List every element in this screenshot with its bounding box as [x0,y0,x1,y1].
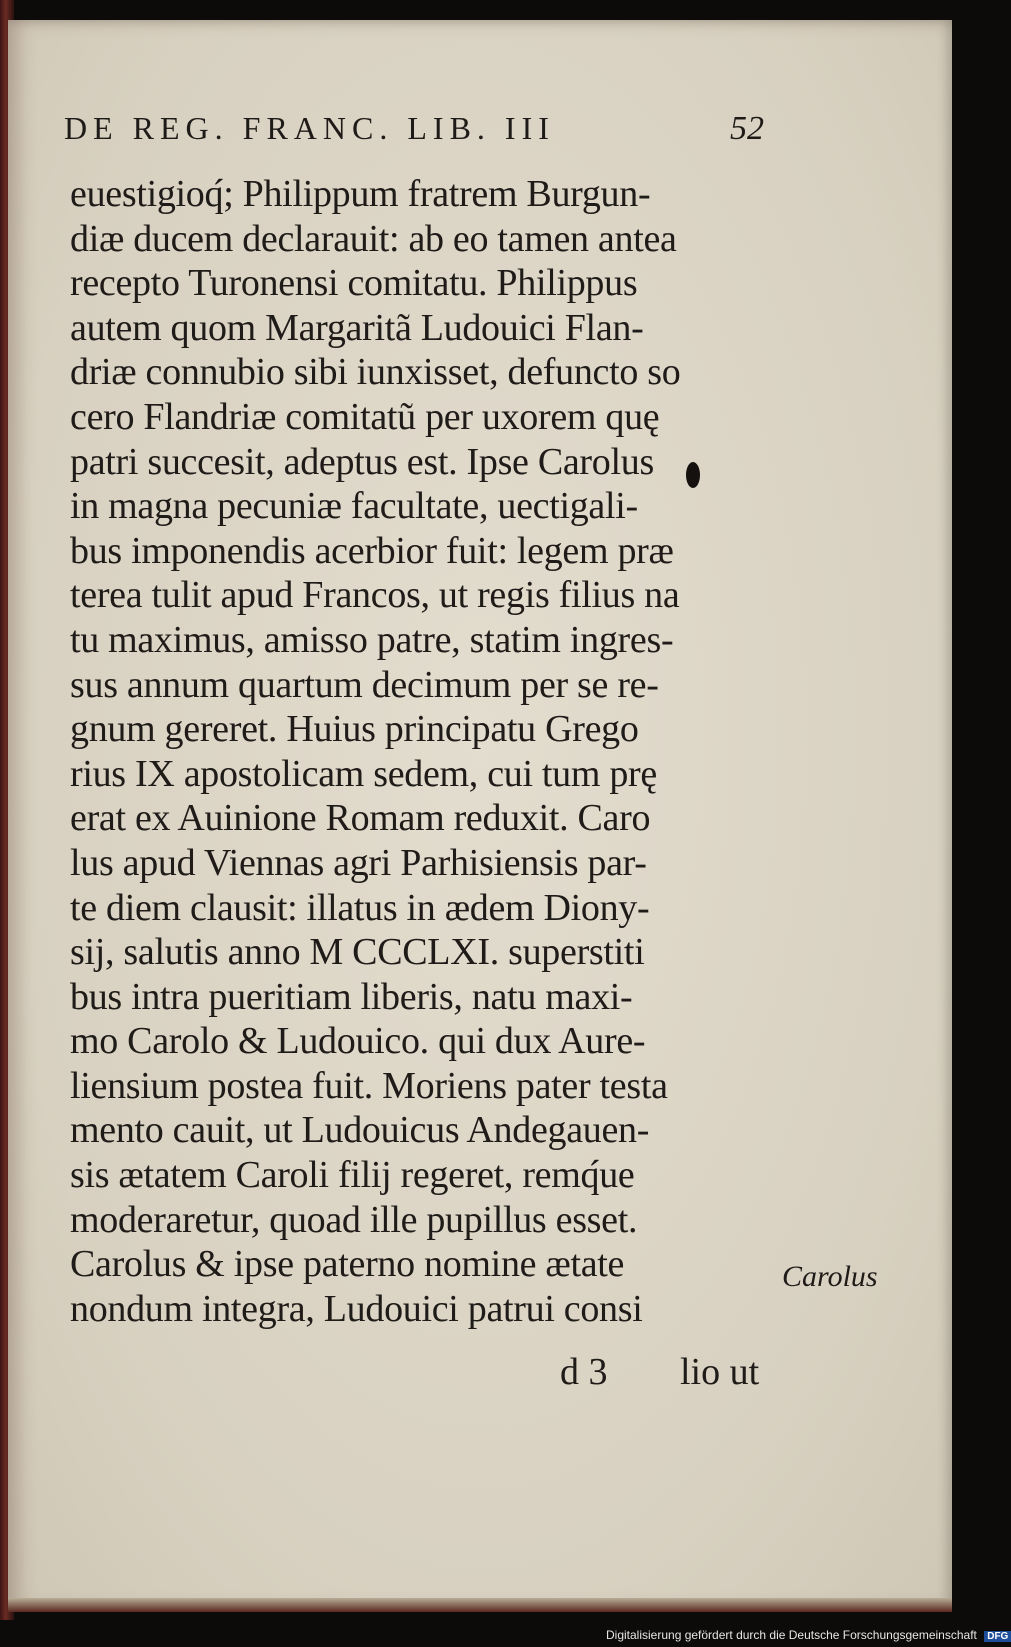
text-line: nondum integra, Ludouici patrui consi [70,1287,643,1330]
text-line: in magna pecuniæ facultate, uectigali- [70,485,638,528]
body-text [70,172,770,1331]
digitization-footer [606,1628,1011,1642]
text-line: terea tulit apud Francos, ut regis filius na [70,574,680,617]
text-line: Carolus & ipse paterno nomine ætate [70,1243,625,1286]
text-line: bus imponendis acerbior fuit: legem præ [70,529,674,572]
dfg-logo-icon: DFG [984,1631,1011,1642]
text-line: recepto Turonensi comitatu. Philippus [70,262,638,305]
text-line: moderaretur, quoad ille pupillus esset. [70,1198,638,1241]
footer-credit: Digitalisierung gefördert durch die Deutsche Forschungsgemeinschaft [606,1628,977,1642]
margin-note: Carolus [782,1260,878,1293]
text-line: mo Carolo & Ludouico. qui dux Aure- [70,1020,646,1063]
text-line: autem quom Margaritã Ludouici Flan- [70,306,644,349]
text-line: cero Flandriæ comitatũ per uxorem quę [70,395,660,438]
text-line: tu maximus, amisso patre, statim ingres- [70,618,674,661]
text-line: driæ connubio sibi iunxisset, defuncto so [70,351,681,394]
text-line: bus intra pueritiam liberis, natu maxi- [70,975,633,1018]
signature-mark: d 3 [560,1351,608,1393]
page-number: 52 [730,110,764,147]
text-line: liensium postea fuit. Moriens pater testa [70,1064,668,1107]
page-edge [8,1598,952,1612]
running-header [64,110,764,148]
catchword: lio ut [680,1351,760,1393]
text-line: erat ex Auinione Romam reduxit. Caro [70,797,651,840]
text-line: gnum gereret. Huius principatu Grego [70,708,639,751]
text-line: mento cauit, ut Ludouicus Andegauen- [70,1109,650,1152]
text-line: patri succesit, adeptus est. Ipse Carolus [70,440,654,483]
text-line: euestigioq́; Philippum fratrem Burgun- [70,173,651,215]
text-line: te diem clausit: illatus in ædem Diony- [70,886,650,929]
text-line: sij, salutis anno M CCCLXI. superstiti [70,931,645,974]
running-title: DE REG. FRANC. LIB. III [64,110,555,146]
text-line: sis ætatem Caroli filij regeret, remq́ue [70,1154,635,1197]
text-line: diæ ducem declarauit: ab eo tamen antea [70,217,677,260]
text-line: rius IX apostolicam sedem, cui tum prę [70,752,657,795]
text-line: lus apud Viennas agri Parhisiensis par- [70,841,647,884]
text-line: sus annum quartum decimum per se re- [70,663,659,706]
